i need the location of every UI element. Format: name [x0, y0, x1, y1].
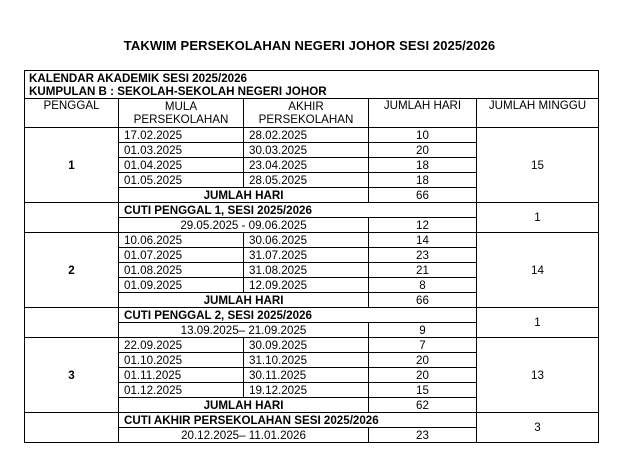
jumlah-hari-value: 14	[369, 233, 477, 248]
mula-date: 01.07.2025	[119, 248, 244, 263]
cuti-hari-value: 12	[369, 218, 477, 233]
cuti-hari-value: 23	[369, 428, 477, 443]
info-cell	[25, 71, 599, 99]
cuti-label: CUTI AKHIR PERSEKOLAHAN SESI 2025/2026	[119, 413, 477, 428]
jumlah-hari-value: 18	[369, 158, 477, 173]
cuti-minggu-value: 1	[477, 203, 599, 233]
akhir-date: 31.10.2025	[244, 353, 369, 368]
cuti-row	[25, 413, 599, 428]
mula-date: 01.05.2025	[119, 173, 244, 188]
info-row	[25, 71, 599, 99]
cuti-minggu-value: 1	[477, 308, 599, 338]
jumlah-hari-value: 10	[369, 128, 477, 143]
jumlah-hari-value: 20	[369, 353, 477, 368]
cuti-minggu-value: 3	[477, 413, 599, 443]
penggal-number: 3	[25, 338, 119, 413]
header-jumlah-hari: JUMLAH HARI	[369, 99, 477, 128]
akhir-date: 30.11.2025	[244, 368, 369, 383]
jumlah-minggu-value: 13	[477, 338, 599, 413]
school-calendar-table	[24, 70, 599, 443]
mula-date: 17.02.2025	[119, 128, 244, 143]
total-hari-value: 62	[369, 398, 477, 413]
akhir-date: 28.02.2025	[244, 128, 369, 143]
penggal-spacer	[25, 203, 119, 233]
term-row	[25, 128, 599, 143]
akhir-date: 12.09.2025	[244, 278, 369, 293]
mula-date: 01.03.2025	[119, 143, 244, 158]
mula-date: 01.08.2025	[119, 263, 244, 278]
cuti-label: CUTI PENGGAL 2, SESI 2025/2026	[119, 308, 477, 323]
header-mula: MULA PERSEKOLAHAN	[119, 99, 244, 128]
total-label: JUMLAH HARI	[119, 188, 369, 203]
header-penggal: PENGGAL	[25, 99, 119, 128]
jumlah-hari-value: 15	[369, 383, 477, 398]
jumlah-hari-value: 23	[369, 248, 477, 263]
mula-date: 01.11.2025	[119, 368, 244, 383]
penggal-number: 1	[25, 128, 119, 203]
term-row	[25, 338, 599, 353]
jumlah-minggu-value: 14	[477, 233, 599, 308]
cuti-dates: 20.12.2025– 11.01.2026	[119, 428, 369, 443]
info-line-1: KALENDAR AKADEMIK SESI 2025/2026	[29, 71, 247, 85]
cuti-row	[25, 308, 599, 323]
akhir-date: 31.07.2025	[244, 248, 369, 263]
akhir-date: 30.06.2025	[244, 233, 369, 248]
akhir-date: 30.03.2025	[244, 143, 369, 158]
cuti-dates: 29.05.2025 - 09.06.2025	[119, 218, 369, 233]
mula-date: 10.06.2025	[119, 233, 244, 248]
penggal-spacer	[25, 308, 119, 338]
penggal-spacer	[25, 413, 119, 443]
akhir-date: 19.12.2025	[244, 383, 369, 398]
penggal-number: 2	[25, 233, 119, 308]
cuti-dates: 13.09.2025– 21.09.2025	[119, 323, 369, 338]
cuti-row	[25, 203, 599, 218]
info-line-2: KUMPULAN B : SEKOLAH-SEKOLAH NEGERI JOHOR	[29, 84, 327, 98]
total-label: JUMLAH HARI	[119, 398, 369, 413]
total-hari-value: 66	[369, 188, 477, 203]
header-jumlah-minggu: JUMLAH MINGGU	[477, 99, 599, 128]
jumlah-hari-value: 18	[369, 173, 477, 188]
total-hari-value: 66	[369, 293, 477, 308]
total-label: JUMLAH HARI	[119, 293, 369, 308]
term-row	[25, 233, 599, 248]
header-akhir: AKHIR PERSEKOLAHAN	[244, 99, 369, 128]
jumlah-hari-value: 20	[369, 143, 477, 158]
akhir-date: 30.09.2025	[244, 338, 369, 353]
mula-date: 01.04.2025	[119, 158, 244, 173]
jumlah-hari-value: 21	[369, 263, 477, 278]
mula-date: 01.10.2025	[119, 353, 244, 368]
mula-date: 01.12.2025	[119, 383, 244, 398]
cuti-label: CUTI PENGGAL 1, SESI 2025/2026	[119, 203, 477, 218]
akhir-date: 28.05.2025	[244, 173, 369, 188]
jumlah-hari-value: 20	[369, 368, 477, 383]
mula-date: 22.09.2025	[119, 338, 244, 353]
jumlah-hari-value: 7	[369, 338, 477, 353]
akhir-date: 23.04.2025	[244, 158, 369, 173]
jumlah-minggu-value: 15	[477, 128, 599, 203]
document-title: TAKWIM PERSEKOLAHAN NEGERI JOHOR SESI 2025/2026	[123, 38, 496, 53]
akhir-date: 31.08.2025	[244, 263, 369, 278]
jumlah-hari-value: 8	[369, 278, 477, 293]
header-row	[25, 99, 599, 128]
cuti-hari-value: 9	[369, 323, 477, 338]
mula-date: 01.09.2025	[119, 278, 244, 293]
